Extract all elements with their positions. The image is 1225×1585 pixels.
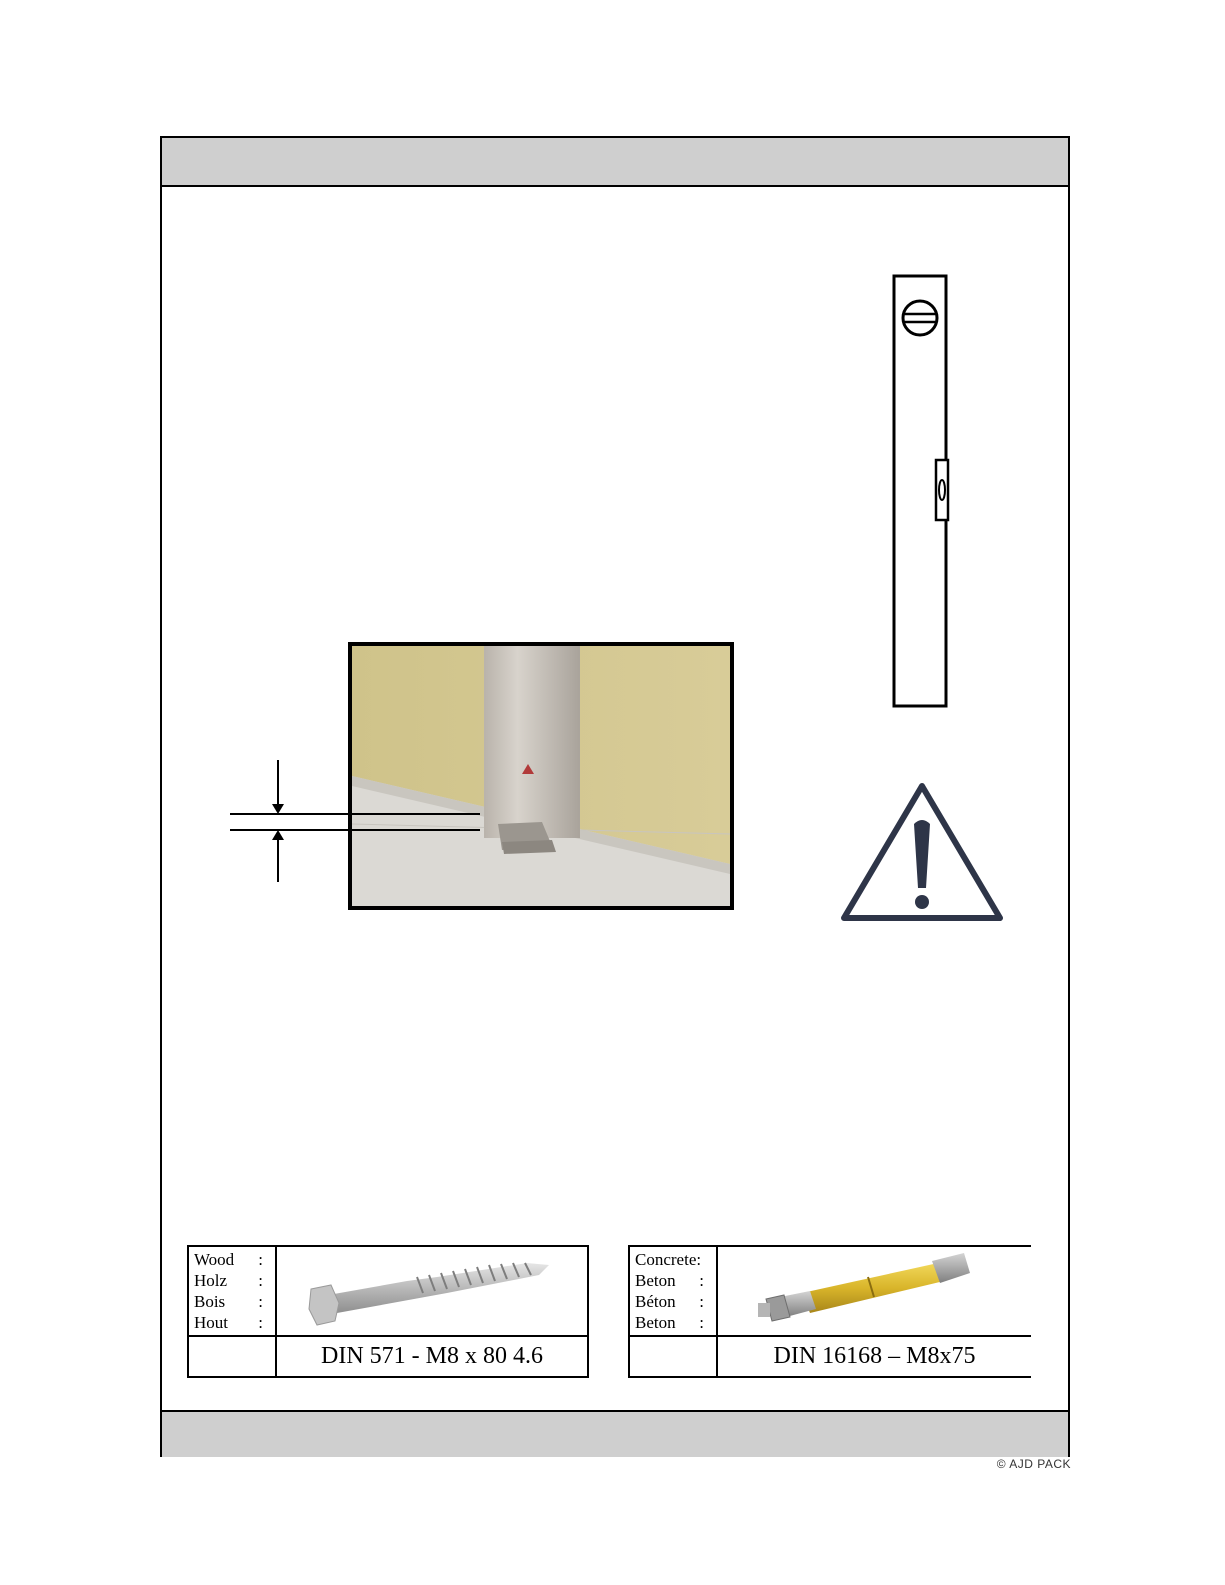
spec-blank-cell xyxy=(630,1337,718,1376)
material-row xyxy=(194,1312,275,1333)
concrete-material-labels xyxy=(630,1247,718,1335)
material-label: Concrete: xyxy=(635,1250,702,1269)
material-label: Bois xyxy=(194,1292,226,1311)
material-row xyxy=(635,1249,716,1270)
material-label: Beton xyxy=(635,1313,676,1332)
colon: : xyxy=(699,1313,704,1332)
colon: : xyxy=(258,1292,263,1311)
material-row xyxy=(635,1291,716,1312)
concrete-spec: DIN 16168 – M8x75 xyxy=(773,1343,976,1369)
anchor-bolt-icon xyxy=(718,1247,1033,1335)
copyright-text: © AJD PACK xyxy=(996,1457,1071,1471)
material-row xyxy=(635,1270,716,1291)
colon: : xyxy=(699,1271,704,1290)
wood-material-labels xyxy=(189,1247,277,1335)
concrete-fastener-table xyxy=(628,1245,1031,1378)
warning-icon xyxy=(838,780,1006,926)
wood-fastener-table xyxy=(187,1245,589,1378)
anchor-image-cell xyxy=(718,1247,1031,1335)
colon: : xyxy=(258,1313,263,1332)
concrete-spec-row xyxy=(630,1335,1031,1376)
wood-spec-row xyxy=(189,1335,587,1376)
material-label: Wood xyxy=(194,1250,235,1269)
spec-blank-cell xyxy=(189,1337,277,1376)
material-label: Holz xyxy=(194,1271,228,1290)
material-row xyxy=(635,1312,716,1333)
material-label: Beton xyxy=(635,1271,676,1290)
material-label: Hout xyxy=(194,1313,228,1332)
clearance-dimension xyxy=(230,760,500,884)
colon: : xyxy=(258,1250,263,1269)
colon: : xyxy=(258,1271,263,1290)
material-row xyxy=(194,1249,275,1270)
material-row xyxy=(194,1291,275,1312)
material-row xyxy=(194,1270,275,1291)
footer-band xyxy=(162,1410,1068,1457)
wood-screw-image-cell xyxy=(277,1247,587,1335)
header-band xyxy=(162,138,1068,187)
colon: : xyxy=(699,1292,704,1311)
wood-spec: DIN 571 - M8 x 80 4.6 xyxy=(321,1343,543,1369)
material-label: Béton xyxy=(635,1292,676,1311)
spirit-level-icon xyxy=(888,270,958,712)
wood-screw-icon xyxy=(277,1247,587,1335)
